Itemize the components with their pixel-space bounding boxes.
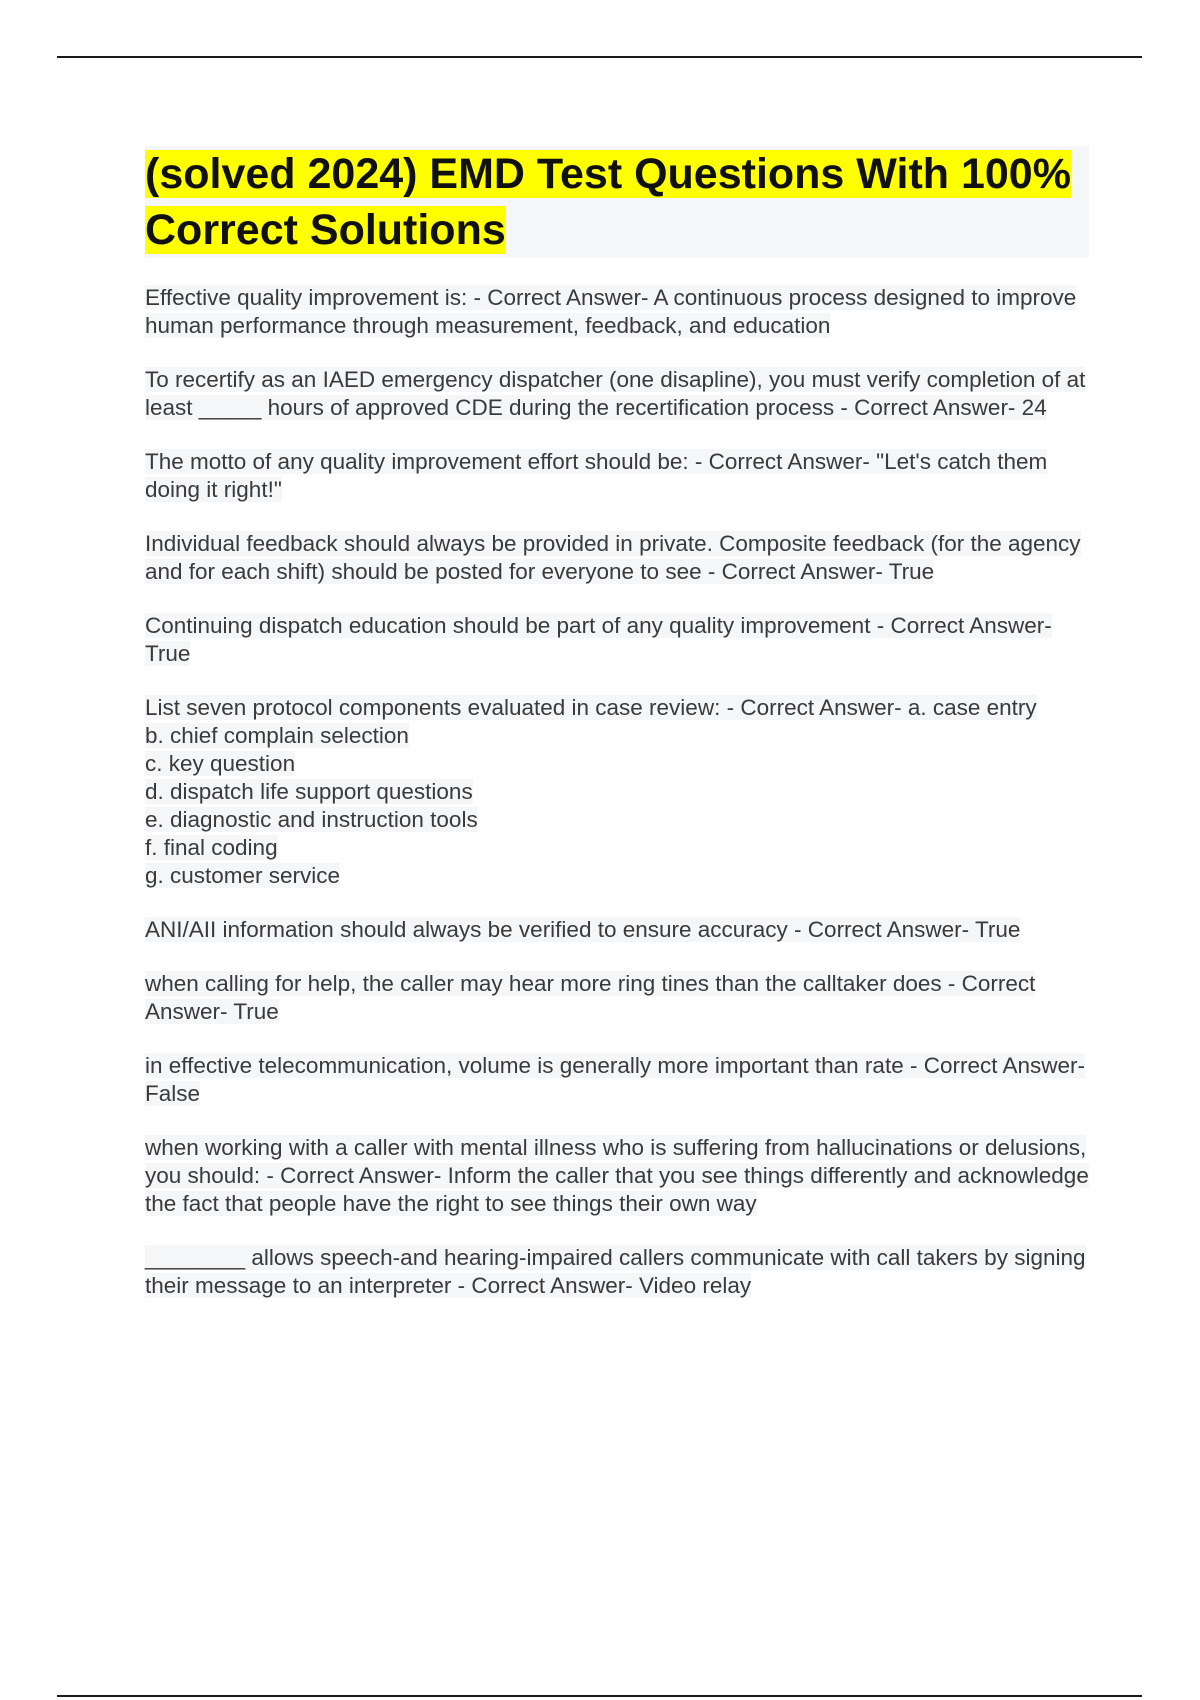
title-block xyxy=(145,146,1089,258)
qa-text: List seven protocol components evaluated in case review: - Correct Answer- a. case entry b. chief complain selection c. key question d. dispatch life support questions e. diagnostic and instruction tools f. final coding g. customer service xyxy=(145,695,1037,888)
qa-text: Effective quality improvement is: - Correct Answer- A continuous process designed to improve human performance through measurement, feedback, and education xyxy=(145,285,1077,338)
qa-item-9 xyxy=(145,1052,1089,1108)
qa-text: Individual feedback should always be provided in private. Composite feedback (for the agency and for each shift) should be posted for everyone to see - Correct Answer- True xyxy=(145,531,1081,584)
qa-item-8 xyxy=(145,970,1089,1026)
qa-item-5 xyxy=(145,612,1089,668)
qa-item-10 xyxy=(145,1134,1089,1218)
qa-text: ANI/AII information should always be verified to ensure accuracy - Correct Answer- True xyxy=(145,917,1021,942)
qa-text: Continuing dispatch education should be part of any quality improvement - Correct Answer- True xyxy=(145,613,1052,666)
qa-text: The motto of any quality improvement effort should be: - Correct Answer- "Let's catch them doing it right!" xyxy=(145,449,1048,502)
qa-item-1 xyxy=(145,284,1089,340)
document-body xyxy=(145,146,1089,1326)
bottom-rule xyxy=(57,1695,1142,1697)
qa-item-7 xyxy=(145,916,1089,944)
qa-text: ________ allows speech-and hearing-impaired callers communicate with call takers by signing their message to an interpreter - Correct Answer- Video relay xyxy=(145,1245,1086,1298)
top-rule xyxy=(57,56,1142,58)
document-title xyxy=(145,146,1089,258)
title-highlight: (solved 2024) EMD Test Questions With 100% Correct Solutions xyxy=(145,150,1071,254)
qa-item-6 xyxy=(145,694,1089,890)
qa-item-11 xyxy=(145,1244,1089,1300)
qa-text: when calling for help, the caller may hear more ring tines than the calltaker does - Correct Answer- True xyxy=(145,971,1036,1024)
qa-text: To recertify as an IAED emergency dispatcher (one disapline), you must verify completion of at least _____ hours of approved CDE during the recertification process - Correct Answer- 24 xyxy=(145,367,1086,420)
qa-item-3 xyxy=(145,448,1089,504)
qa-item-2 xyxy=(145,366,1089,422)
qa-text: in effective telecommunication, volume is generally more important than rate - Correct Answer- False xyxy=(145,1053,1085,1106)
qa-item-4 xyxy=(145,530,1089,586)
qa-text: when working with a caller with mental illness who is suffering from hallucinations or delusions, you should: - Correct Answer- Inform the caller that you see things differently and acknowledge the fact that people have the right to see things their own way xyxy=(145,1135,1089,1216)
